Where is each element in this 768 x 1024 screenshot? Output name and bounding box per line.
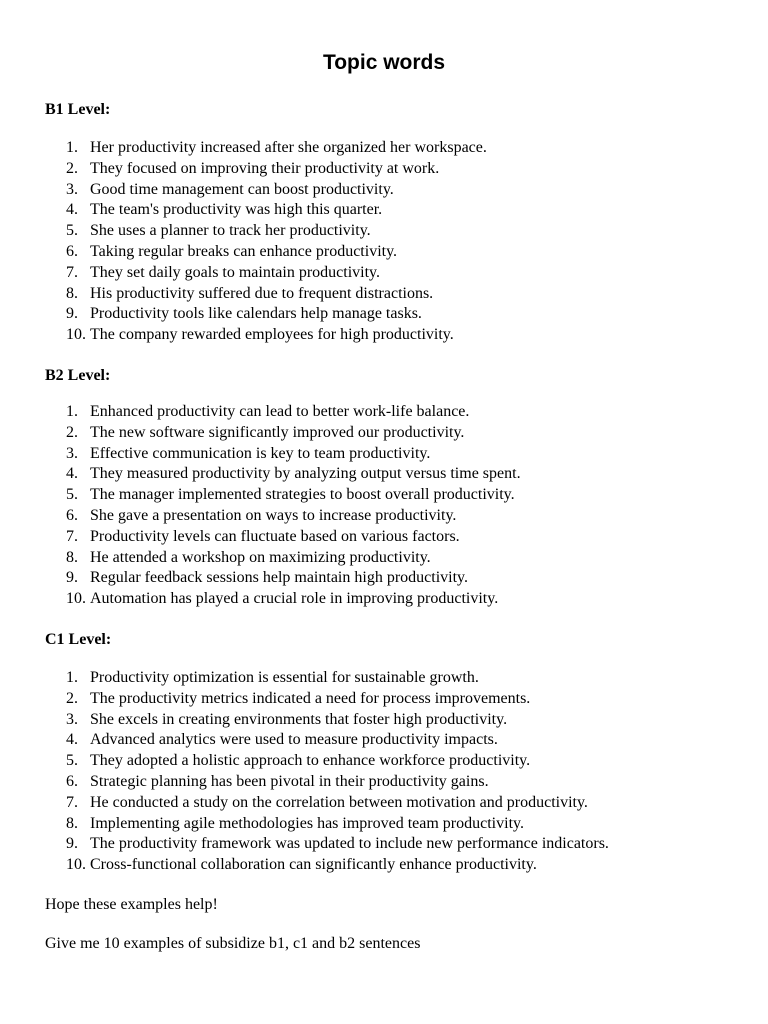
list-item-text: The new software significantly improved our productivity. xyxy=(90,423,465,441)
list-item-text: Taking regular breaks can enhance productivity. xyxy=(90,242,398,260)
list-item-number: 9. xyxy=(66,305,78,323)
list-item-text: He attended a workshop on maximizing productivity. xyxy=(90,548,431,566)
list-item-text: She excels in creating environments that foster high productivity. xyxy=(90,710,508,728)
prompt-text: Give me 10 examples of subsidize b1, c1 and b2 sentences xyxy=(45,935,421,952)
list-item-number: 1. xyxy=(66,669,78,686)
list-item-text: Her productivity increased after she organized her workspace. xyxy=(90,139,487,156)
list-item-number: 6. xyxy=(66,772,78,790)
list-item-text: Automation has played a crucial role in improving productivity. xyxy=(90,590,499,608)
list-item-number: 2. xyxy=(66,159,78,177)
list-item-number: 4. xyxy=(66,201,78,219)
list-item-number: 1. xyxy=(66,139,78,156)
list-item-number: 8. xyxy=(66,548,78,566)
list-item-text: Productivity levels can fluctuate based on various factors. xyxy=(90,527,460,545)
list-item-text: They adopted a holistic approach to enhance workforce productivity. xyxy=(90,752,531,770)
list-item-text: His productivity suffered due to frequent distractions. xyxy=(90,284,434,302)
list-item-number: 5. xyxy=(66,486,78,504)
list-item-number: 1. xyxy=(66,403,78,420)
list-item-number: 8. xyxy=(66,284,78,302)
list-item-text: Good time management can boost productivity. xyxy=(90,180,394,198)
list-item-text: Advanced analytics were used to measure productivity impacts. xyxy=(90,731,498,749)
list-item-number: 3. xyxy=(66,444,78,462)
list-item-text: They set daily goals to maintain productivity. xyxy=(90,263,381,281)
list-item-text: She gave a presentation on ways to increase productivity. xyxy=(90,506,457,524)
page-title: Topic words xyxy=(322,51,446,74)
list-item-number: 7. xyxy=(66,793,78,811)
list-item-number: 5. xyxy=(66,222,78,240)
section-heading-b2: B2 Level: xyxy=(45,367,111,384)
list-item-text: Enhanced productivity can lead to better work-life balance. xyxy=(90,403,470,420)
list-item-text: The company rewarded employees for high productivity. xyxy=(90,326,454,344)
list-item-text: The team's productivity was high this quarter. xyxy=(90,201,383,219)
list-item-text: Strategic planning has been pivotal in their productivity gains. xyxy=(90,772,489,790)
list-item-number: 3. xyxy=(66,180,78,198)
list-item-number: 2. xyxy=(66,689,78,707)
list-item-text: The productivity metrics indicated a need for process improvements. xyxy=(90,689,531,707)
list-item-text: The productivity framework was updated to include new performance indicators. xyxy=(90,835,609,853)
list-item-number: 9. xyxy=(66,835,78,853)
list-item-text: The manager implemented strategies to boost overall productivity. xyxy=(90,486,515,504)
list-item-number: 10. xyxy=(66,590,86,608)
list-item-text: He conducted a study on the correlation between motivation and productivity. xyxy=(90,793,588,811)
list-item-text: She uses a planner to track her productivity. xyxy=(90,222,371,240)
list-item-number: 7. xyxy=(66,263,78,281)
closing-text: Hope these examples help! xyxy=(45,896,218,913)
list-item-number: 10. xyxy=(66,856,86,874)
list-item-number: 5. xyxy=(66,752,78,770)
list-item-text: They measured productivity by analyzing output versus time spent. xyxy=(90,465,521,483)
list-item-number: 2. xyxy=(66,423,78,441)
list-item-number: 3. xyxy=(66,710,78,728)
list-item-number: 6. xyxy=(66,242,78,260)
list-item-number: 4. xyxy=(66,465,78,483)
list-item-text: Productivity tools like calendars help manage tasks. xyxy=(90,305,422,323)
list-item-number: 6. xyxy=(66,506,78,524)
list-item-number: 10. xyxy=(66,326,86,344)
list-item-text: Regular feedback sessions help maintain high productivity. xyxy=(90,569,468,587)
section-heading-b1: B1 Level: xyxy=(45,101,111,118)
list-item-number: 4. xyxy=(66,731,78,749)
list-item-number: 9. xyxy=(66,569,78,587)
list-item-number: 7. xyxy=(66,527,78,545)
list-item-text: Cross-functional collaboration can significantly enhance productivity. xyxy=(90,856,537,874)
list-item-number: 8. xyxy=(66,814,78,832)
list-item-text: Implementing agile methodologies has improved team productivity. xyxy=(90,814,524,832)
list-item-text: Productivity optimization is essential for sustainable growth. xyxy=(90,669,479,686)
section-heading-c1: C1 Level: xyxy=(45,631,112,648)
list-item-text: They focused on improving their productivity at work. xyxy=(90,159,440,177)
list-item-text: Effective communication is key to team productivity. xyxy=(90,444,431,462)
